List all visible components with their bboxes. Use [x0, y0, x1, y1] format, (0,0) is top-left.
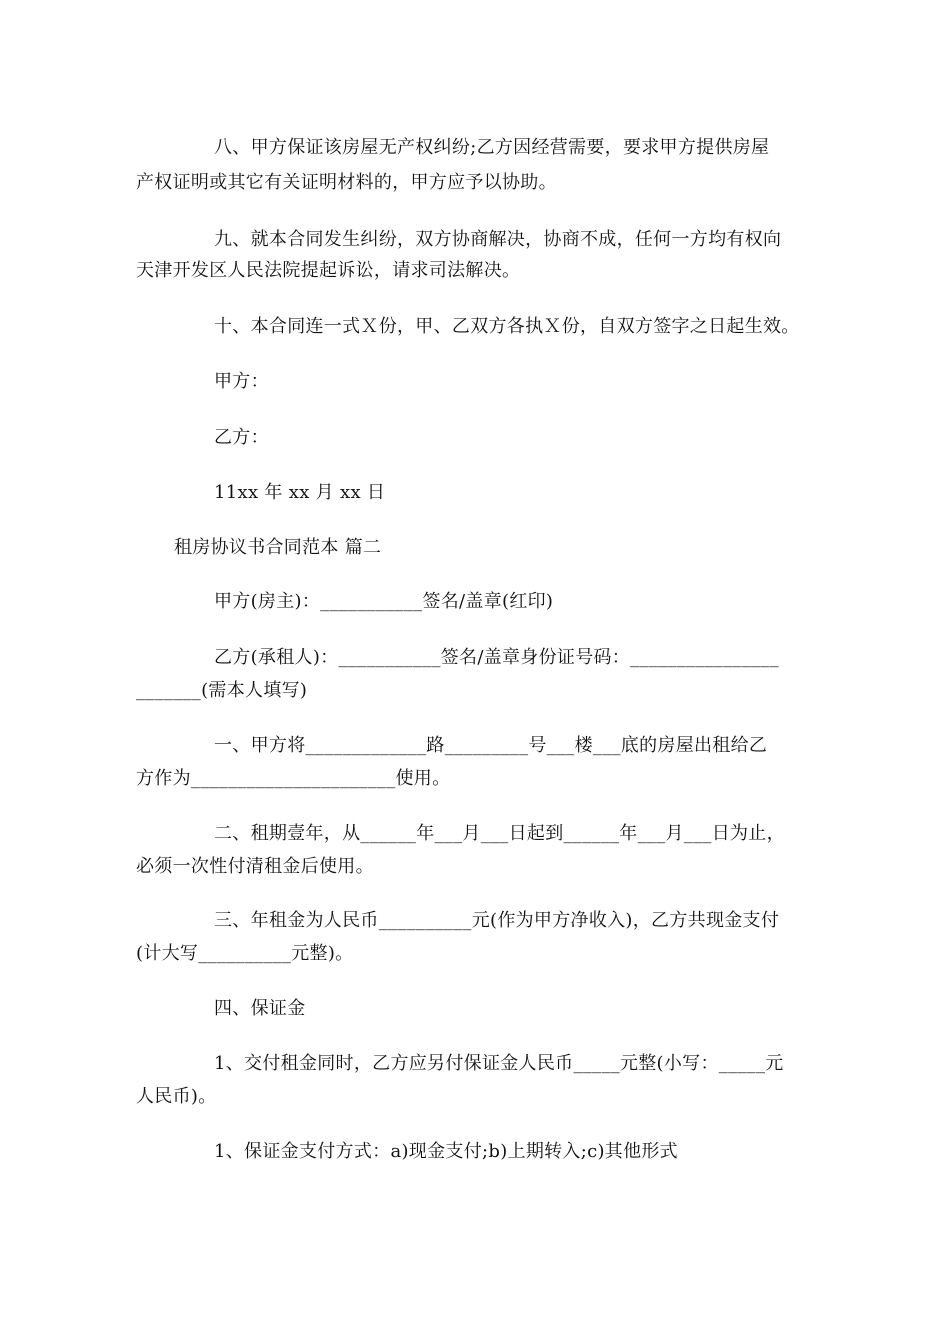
section-title: 租房协议书合同范本 篇二: [174, 537, 382, 558]
landlord-line: 甲方(房主)：___________签名/盖章(红印): [214, 591, 554, 612]
tenant-line-2: _______(需本人填写): [136, 680, 308, 701]
clause-2-line-1: 二、租期壹年，从______年___月___日起到______年___月___日为止，: [214, 823, 785, 844]
deposit-payment-method: 1、保证金支付方式：a)现金支付;b)上期转入;c)其他形式: [214, 1141, 678, 1162]
clause-3-line-2: (计大写__________元整)。: [136, 943, 354, 964]
clause-4-heading: 四、保证金: [214, 998, 306, 1019]
clause-10: 十、本合同连一式Ｘ份，甲、乙双方各执Ｘ份，自双方签字之日起生效。: [214, 316, 800, 337]
date-line: 11xx 年 xx 月 xx 日: [214, 482, 386, 503]
clause-1-line-2: 方作为______________________使用。: [136, 768, 451, 789]
party-a-signature: 甲方：: [214, 371, 269, 392]
clause-1-line-1: 一、甲方将_____________路_________号___楼___底的房屋出租给乙: [214, 735, 768, 756]
clause-8-line-1: 八、甲方保证该房屋无产权纠纷;乙方因经营需要，要求甲方提供房屋: [214, 137, 770, 158]
party-b-signature: 乙方：: [214, 427, 269, 448]
clause-9-line-1: 九、就本合同发生纠纷，双方协商解决，协商不成，任何一方均有权向: [214, 229, 782, 250]
tenant-line-1: 乙方(承租人)：___________签名/盖章身份证号码：________________: [214, 647, 779, 668]
deposit-item-line-1: 1、交付租金同时，乙方应另付保证金人民币_____元整(小写：_____元: [214, 1053, 784, 1074]
clause-2-line-2: 必须一次性付清租金后使用。: [136, 856, 374, 877]
deposit-item-line-2: 人民币)。: [136, 1086, 217, 1107]
clause-8-line-2: 产权证明或其它有关证明材料的，甲方应予以协助。: [136, 172, 557, 193]
clause-9-line-2: 天津开发区人民法院提起诉讼，请求司法解决。: [136, 260, 521, 281]
clause-3-line-1: 三、年租金为人民币__________元(作为甲方净收入)，乙方共现金支付: [214, 910, 780, 931]
